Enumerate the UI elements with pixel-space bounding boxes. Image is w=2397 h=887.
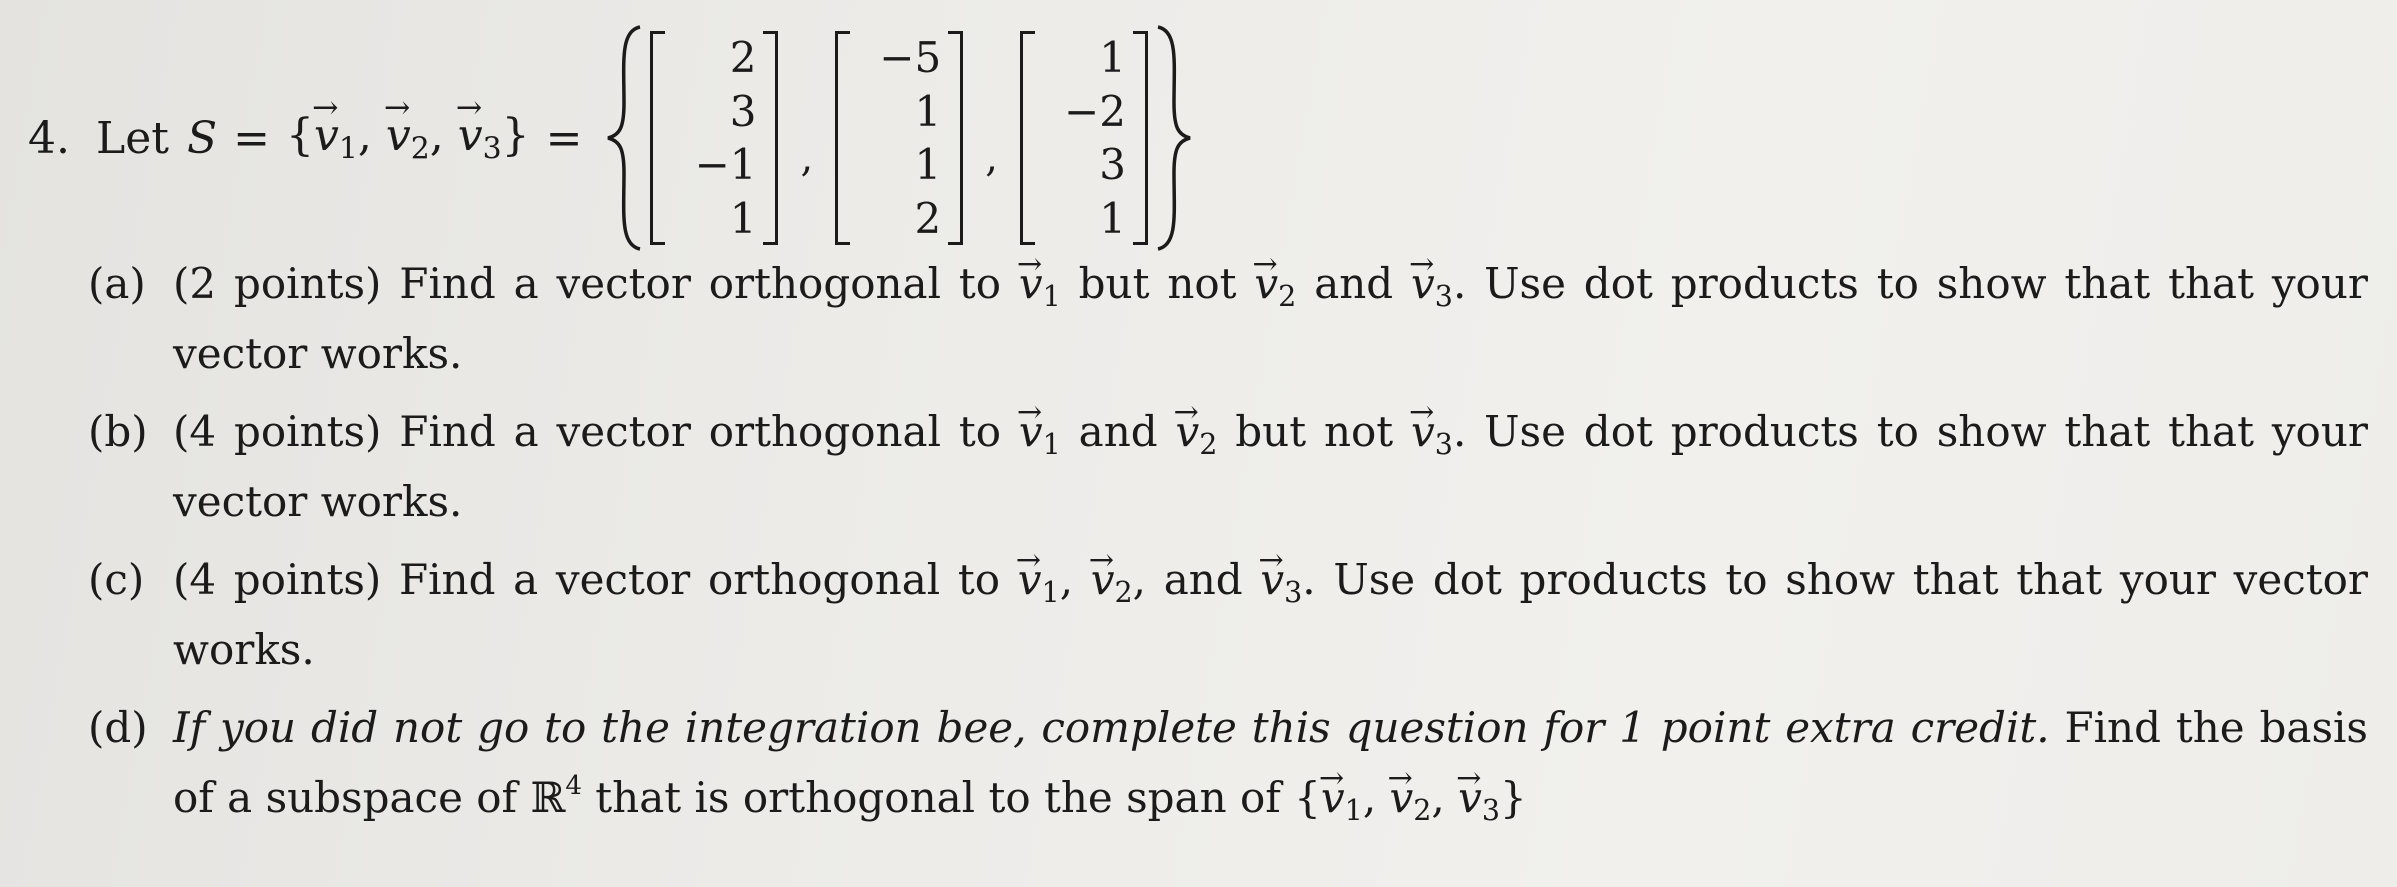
part-c-points: (4 points) bbox=[173, 554, 382, 604]
vector-v1-symbol: → $v_1$ bbox=[1019, 259, 1061, 308]
part-b-text-1: Find a vector orthogonal to bbox=[399, 406, 1002, 456]
real-numbers-symbol: ℝ bbox=[530, 773, 566, 823]
vector-v3-symbol: → $v_3$ bbox=[1411, 259, 1453, 308]
vector-v3-entry-1: 1 bbox=[1099, 33, 1126, 82]
part-d-text-2: that is orthogonal to the span of bbox=[595, 773, 1281, 823]
part-b-text-2: and bbox=[1078, 406, 1158, 456]
vector-v2-entry-3: 1 bbox=[914, 140, 942, 190]
vector-separator-comma-2: , bbox=[985, 135, 998, 181]
problem-number: 4. bbox=[28, 112, 70, 164]
vector-v1-column bbox=[650, 31, 778, 245]
equals-sign: = bbox=[233, 112, 270, 164]
vector-v2-symbol: → $v_2$ bbox=[1091, 555, 1133, 604]
vector-v1-entry-4: 1 bbox=[729, 193, 757, 243]
part-b-points: (4 points) bbox=[173, 406, 382, 456]
equals-sign-2: = bbox=[545, 112, 583, 164]
vector-v2-symbol: → $v_2$ bbox=[1254, 259, 1296, 308]
part-c-label: (c) bbox=[88, 554, 145, 604]
part-a bbox=[88, 255, 2368, 383]
part-c bbox=[88, 551, 2368, 679]
part-b-text bbox=[173, 403, 2368, 531]
vector-v3-symbol: → $v_3$ bbox=[1260, 555, 1302, 604]
part-c-text bbox=[173, 551, 2368, 679]
dimension-exponent: 4 bbox=[565, 770, 582, 801]
part-a-text-2: but not bbox=[1078, 259, 1237, 308]
part-d-text bbox=[173, 699, 2368, 839]
part-c-text-2: , bbox=[1059, 554, 1074, 604]
part-b-text-3: but not bbox=[1235, 406, 1394, 456]
problem-statement bbox=[28, 18, 1200, 258]
vector-v1-entry-3: −1 bbox=[694, 140, 757, 190]
problem-lead-word: Let bbox=[95, 112, 169, 164]
vector-v2-entry-1: −5 bbox=[879, 33, 942, 82]
vector-v2-symbol: → $v_2$ bbox=[1176, 407, 1218, 456]
vector-v3-column bbox=[1020, 31, 1148, 245]
vector-v2-column bbox=[835, 31, 963, 245]
vector-v3-entry-4: 1 bbox=[1099, 193, 1126, 243]
part-a-text bbox=[173, 255, 2368, 383]
part-a-text-3: and bbox=[1314, 259, 1394, 308]
part-d-extra-credit-note: If you did not go to the integration bee, complete this question for 1 point extra credit. bbox=[173, 702, 2050, 752]
part-d-text-1: Find the basis of a subspace of bbox=[173, 702, 2368, 823]
vector-v1-entry-2: 3 bbox=[729, 86, 757, 136]
vector-space-symbol bbox=[530, 770, 582, 823]
vector-v2-entry-2: 1 bbox=[914, 86, 942, 136]
part-c-text-1: Find a vector orthogonal to bbox=[398, 554, 1001, 604]
part-c-text-3: , and bbox=[1132, 554, 1243, 604]
part-a-label: (a) bbox=[88, 259, 146, 308]
problem-parts bbox=[88, 255, 2368, 859]
vector-v3-symbol: → $v_3$ bbox=[1411, 407, 1453, 456]
part-d-label: (d) bbox=[88, 702, 148, 752]
vector-separator-comma: , bbox=[800, 135, 814, 181]
vector-v2-entry-4: 2 bbox=[914, 193, 942, 243]
part-c-text-4: . Use dot products to show that that your vector works. bbox=[173, 554, 2369, 674]
vector-v1-symbol: → $v_1$ bbox=[1019, 407, 1061, 456]
set-notation: {→ $v_1$, → $v_2$, → $v_3$} bbox=[286, 110, 530, 166]
part-d bbox=[88, 699, 2368, 839]
vector-v3-entry-3: 3 bbox=[1099, 140, 1126, 190]
part-b-text-4: . Use dot products to show that that your vector works. bbox=[173, 406, 2368, 526]
part-a-text-1: Find a vector orthogonal to bbox=[399, 259, 1002, 308]
part-a-text-4: . Use dot products to show that that your vector works. bbox=[173, 259, 2368, 378]
vector-v3-entry-2: −2 bbox=[1064, 86, 1126, 136]
set-name: S bbox=[186, 112, 218, 164]
part-a-points: (2 points) bbox=[173, 259, 382, 308]
left-set-brace bbox=[602, 23, 646, 253]
span-set-notation: {→ $v_1$, → $v_2$, → $v_3$} bbox=[1294, 773, 1527, 822]
part-b bbox=[88, 403, 2368, 531]
vector-v1-symbol: → $v_1$ bbox=[1018, 555, 1060, 604]
vector-v1-entry-1: 2 bbox=[729, 33, 757, 82]
right-set-brace bbox=[1152, 23, 1196, 253]
part-b-label: (b) bbox=[88, 406, 148, 456]
